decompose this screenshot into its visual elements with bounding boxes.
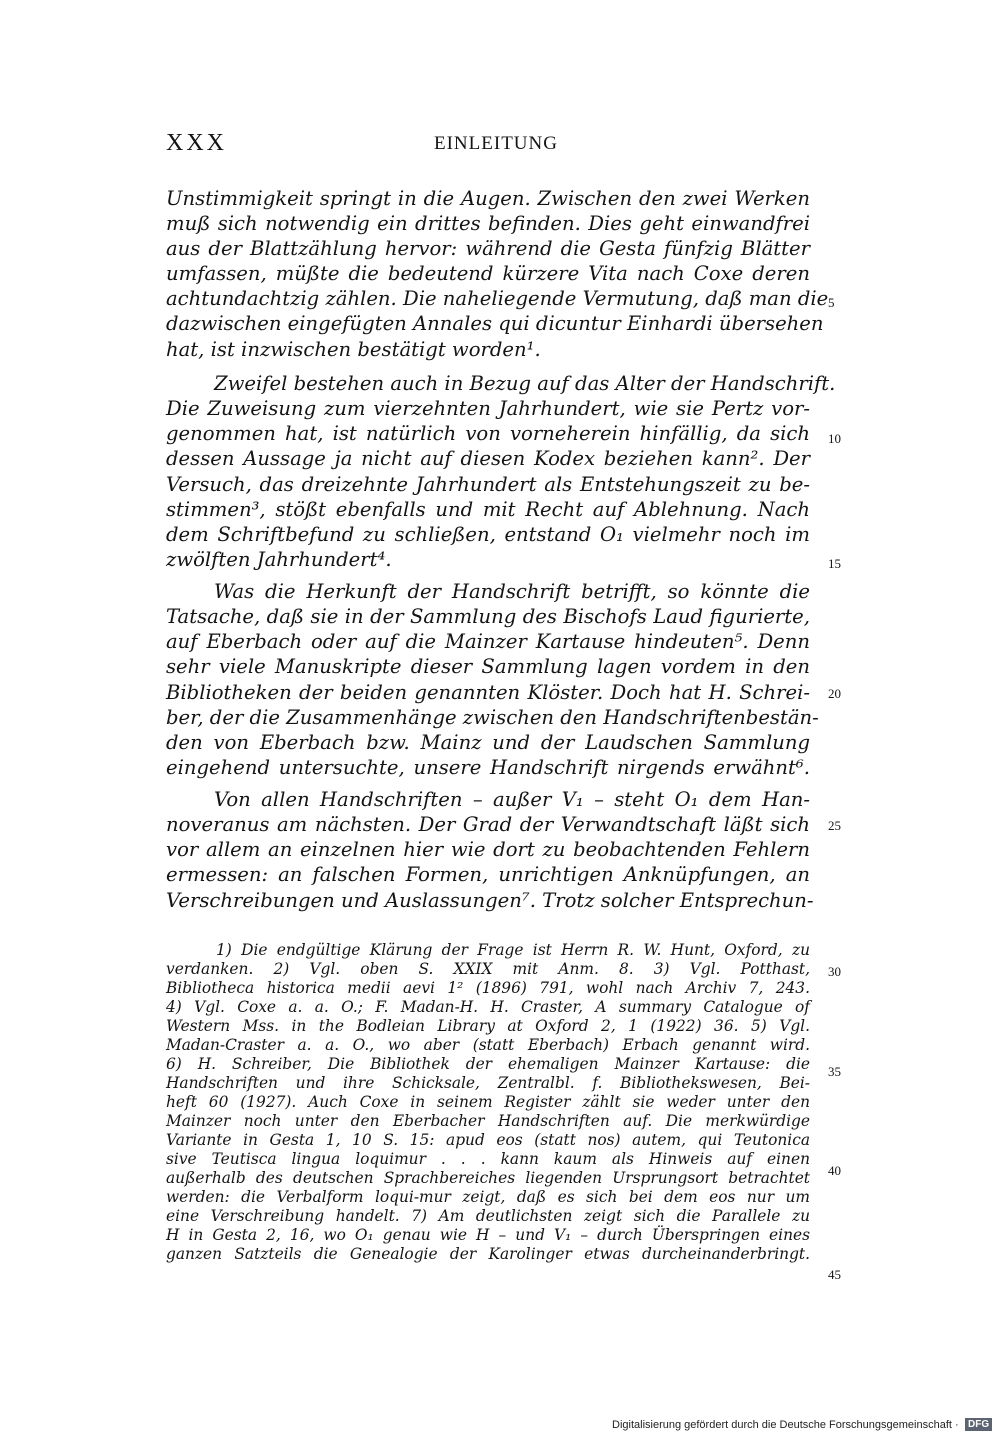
text-line: Versuch, das dreizehnte Jahrhundert als Entstehungszeit zu be- bbox=[166, 473, 810, 496]
line-number: 35 bbox=[828, 1064, 841, 1079]
footnote-line: Bibliotheca historica medii aevi 1² (1896) 791, wohl nach Archiv 7, 243. bbox=[166, 979, 810, 997]
text-line: sehr viele Manuskripte dieser Sammlung lagen vordem in den bbox=[166, 655, 810, 678]
footnote-line: verdanken. 2) Vgl. oben S. XXIX mit Anm. 8. 3) Vgl. Potthast, bbox=[166, 960, 810, 978]
text-line: auf Eberbach oder auf die Mainzer Kartause hindeuten⁵. Denn bbox=[166, 630, 810, 653]
text-line: zwölften Jahrhundert⁴. bbox=[166, 548, 392, 571]
text-line: muß sich notwendig ein drittes befinden. Dies geht einwandfrei bbox=[166, 212, 810, 235]
footnote-line: 4) Vgl. Coxe a. a. O.; F. Madan-H. H. Craster, A summary Catalogue of bbox=[166, 998, 810, 1016]
footnote-line: ganzen Satzteils die Genealogie der Karolinger etwas durcheinanderbringt. bbox=[166, 1245, 810, 1263]
footnote-line: eine Verschreibung handelt. 7) Am deutlichsten zeigt sich die Parallele zu bbox=[166, 1207, 810, 1225]
footnote-line: H in Gesta 2, 16, wo O₁ genau wie H – und V₁ – durch Überspringen eines bbox=[166, 1226, 810, 1244]
line-number: 25 bbox=[828, 818, 841, 833]
footnote-line: werden: die Verbalform loqui-mur zeigt, daß es sich bei dem eos nur um bbox=[166, 1188, 810, 1206]
text-line: Zweifel bestehen auch in Bezug auf das Alter der Handschrift. bbox=[214, 372, 836, 395]
text-line: dessen Aussage ja nicht auf diesen Kodex beziehen kann². Der bbox=[166, 447, 810, 470]
text-line: dem Schriftbefund zu schließen, entstand O₁ vielmehr noch im bbox=[166, 523, 810, 546]
text-line: den von Eberbach bzw. Mainz und der Laudschen Sammlung bbox=[166, 731, 810, 754]
footnote-line: Mainzer noch unter den Eberbacher Handschriften auf. Die merkwürdige bbox=[166, 1112, 810, 1130]
line-number: 5 bbox=[828, 295, 835, 310]
text-line: Bibliotheken der beiden genannten Klöster. Doch hat H. Schrei- bbox=[166, 681, 810, 704]
text-line: dazwischen eingefügten Annales qui dicuntur Einhardi übersehen bbox=[166, 312, 824, 335]
text-line: genommen hat, ist natürlich von vorneherein hinfällig, da sich bbox=[166, 422, 810, 445]
footnote-line: Western Mss. in the Bodleian Library at Oxford 2, 1 (1922) 36. 5) Vgl. bbox=[166, 1017, 810, 1035]
text-line: Von allen Handschriften – außer V₁ – steht O₁ dem Han- bbox=[214, 788, 810, 811]
footnote-line: heft 60 (1927). Auch Coxe in seinem Register zählt sie weder unter den bbox=[166, 1093, 810, 1111]
footnote-line: Madan-Craster a. a. O., wo aber (statt Eberbach) Erbach genannt wird. bbox=[166, 1036, 810, 1054]
text-line: Was die Herkunft der Handschrift betrifft, so könnte die bbox=[214, 580, 810, 603]
text-line: aus der Blattzählung hervor: während die Gesta fünfzig Blätter bbox=[166, 237, 810, 260]
text-line: Verschreibungen und Auslassungen⁷. Trotz solcher Entsprechun- bbox=[166, 889, 814, 912]
text-line: Die Zuweisung zum vierzehnten Jahrhundert, wie sie Pertz vor- bbox=[166, 397, 810, 420]
footnote-line: 6) H. Schreiber, Die Bibliothek der ehemaligen Mainzer Kartause: die bbox=[166, 1055, 810, 1073]
line-number: 15 bbox=[828, 556, 841, 571]
text-line: noveranus am nächsten. Der Grad der Verwandtschaft läßt sich bbox=[166, 813, 810, 836]
text-line: hat, ist inzwischen bestätigt worden¹. bbox=[166, 338, 541, 361]
text-line: eingehend untersuchte, unsere Handschrift nirgends erwähnt⁶. bbox=[166, 756, 810, 779]
page-number: XXX bbox=[166, 130, 227, 156]
text-line: vor allem an einzelnen hier wie dort zu beobachtenden Fehlern bbox=[166, 838, 810, 861]
footnote-line: Handschriften und ihre Schicksale, Zentralbl. f. Bibliothekswesen, Bei- bbox=[166, 1074, 810, 1092]
line-number: 30 bbox=[828, 964, 841, 979]
footnote-line: außerhalb des deutschen Sprachbereiches liegenden Ursprungsort betrachtet bbox=[166, 1169, 810, 1187]
text-line: Unstimmigkeit springt in die Augen. Zwischen den zwei Werken bbox=[166, 187, 810, 210]
text-line: achtundachtzig zählen. Die naheliegende Vermutung, daß man die bbox=[166, 287, 829, 310]
text-line: ber, der die Zusammenhänge zwischen den Handschriftenbestän- bbox=[166, 706, 819, 729]
footnote-line: sive Teutisca lingua loquimur . . . kann kaum als Hinweis auf einen bbox=[166, 1150, 810, 1168]
line-number: 20 bbox=[828, 686, 841, 701]
running-title: EINLEITUNG bbox=[434, 133, 558, 154]
dfg-logo: DFG bbox=[965, 1418, 992, 1431]
footnote-line: 1) Die endgültige Klärung der Frage ist Herrn R. W. Hunt, Oxford, zu bbox=[216, 941, 810, 959]
text-line: ermessen: an falschen Formen, unrichtigen Anknüpfungen, an bbox=[166, 863, 810, 886]
text-line: Tatsache, daß sie in der Sammlung des Bischofs Laud figurierte, bbox=[166, 605, 810, 628]
text-line: stimmen³, stößt ebenfalls und mit Recht auf Ablehnung. Nach bbox=[166, 498, 810, 521]
text-line: umfassen, müßte die bedeutend kürzere Vita nach Coxe deren bbox=[166, 262, 810, 285]
line-number: 40 bbox=[828, 1163, 841, 1178]
line-number: 45 bbox=[828, 1267, 841, 1282]
footnote-line: Variante in Gesta 1, 10 S. 15: apud eos (statt nos) autem, qui Teutonica bbox=[166, 1131, 810, 1149]
digitization-credit: Digitalisierung gefördert durch die Deutsche Forschungsgemeinschaft · bbox=[612, 1419, 959, 1431]
line-number: 10 bbox=[828, 431, 841, 446]
